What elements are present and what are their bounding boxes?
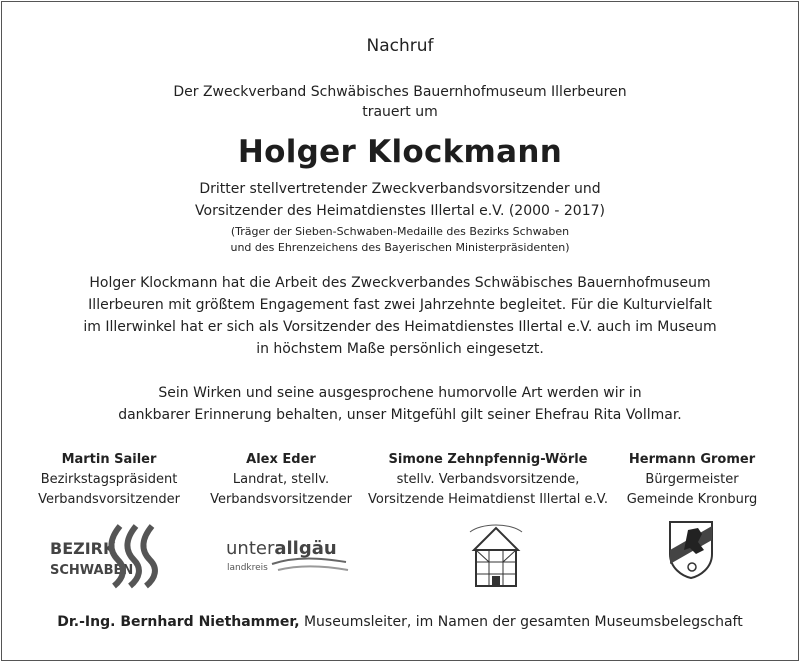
signatory-sailer: [38, 450, 180, 510]
signatory-name: Martin Sailer: [61, 452, 157, 467]
footer-name: Dr.-Ing. Bernhard Niethammer,: [57, 614, 300, 630]
paragraph-1-line-3: im Illerwinkel hat er sich als Vorsitzender des Heimatdienstes Illertal e.V. auch im Museum: [83, 319, 717, 335]
intro-line-1: Der Zweckverband Schwäbisches Bauernhofmuseum Illerbeuren: [173, 84, 627, 100]
honors-line-2: und des Ehrenzeichens des Bayerischen Ministerpräsidenten): [230, 241, 570, 254]
signatory-name: Alex Eder: [246, 452, 316, 467]
svg-text:landkreis: landkreis: [227, 563, 268, 573]
signatory-title-2: Verbandsvorsitzender: [38, 492, 180, 507]
signatory-title-1: stellv. Verbandsvorsitzende,: [396, 472, 580, 487]
honors-line-1: (Träger der Sieben-Schwaben-Medaille des Bezirks Schwaben: [230, 225, 570, 238]
bezirk-schwaben-emblem: [48, 520, 178, 590]
paragraph-1-line-1: Holger Klockmann hat die Arbeit des Zweckverbandes Schwäbisches Bauernhofmuseum: [89, 275, 711, 291]
signatory-title-1: Landrat, stellv.: [232, 472, 330, 487]
signatory-title-2: Gemeinde Kronburg: [626, 492, 758, 507]
role-line-2: Vorsitzender des Heimatdienstes Illertal e.V. (2000 - 2017): [195, 203, 605, 219]
signatory-title-1: Bezirkstagspräsident: [40, 472, 178, 487]
notice-title: Nachruf: [366, 36, 434, 56]
signatory-title-2: Vorsitzende Heimatdienst Illertal e.V.: [367, 492, 608, 507]
svg-text:unterallgäu: unterallgäu: [226, 538, 337, 559]
signatory-name: Simone Zehnpfennig-Wörle: [388, 452, 588, 467]
paragraph-1-line-2: Illerbeuren mit größtem Engagement fast zwei Jahrzehnte begleitet. Für die Kulturvielfalt: [88, 297, 712, 313]
paragraph-2-line-2: dankbarer Erinnerung behalten, unser Mitgefühl gilt seiner Ehefrau Rita Vollmar.: [118, 407, 682, 423]
unterallgaeu-logo: [226, 530, 356, 580]
intro-line-2: trauert um: [362, 104, 438, 120]
house-seal-icon: [466, 518, 526, 590]
kronburg-coat-of-arms: [668, 520, 714, 580]
heimatdienst-seal: [466, 518, 526, 590]
signatory-title-2: Verbandsvorsitzender: [210, 492, 352, 507]
svg-text:BEZIRK: BEZIRK: [50, 539, 116, 558]
bezirk-schwaben-logo: [48, 520, 178, 590]
unterallgaeu-wordmark: [226, 530, 356, 580]
coat-of-arms-icon: [668, 520, 714, 580]
signatory-gromer: [624, 450, 760, 510]
paragraph-1-line-4: in höchstem Maße persönlich eingesetzt.: [256, 341, 544, 357]
paragraph-2-line-1: Sein Wirken und seine ausgesprochene humorvolle Art werden wir in: [158, 385, 642, 401]
deceased-name: Holger Klockmann: [237, 134, 563, 170]
signatory-zehnpfennig-woerle: [362, 450, 614, 510]
signatory-name: Hermann Gromer: [628, 452, 756, 467]
role-line-1: Dritter stellvertretender Zweckverbandsvorsitzender und: [199, 181, 601, 197]
signatory-eder: [206, 450, 356, 510]
footer-signature-line: [0, 614, 800, 630]
signatory-title-1: Bürgermeister: [645, 472, 739, 487]
footer-text: Museumsleiter, im Namen der gesamten Museumsbelegschaft: [299, 614, 743, 630]
svg-text:SCHWABEN: SCHWABEN: [50, 563, 134, 578]
